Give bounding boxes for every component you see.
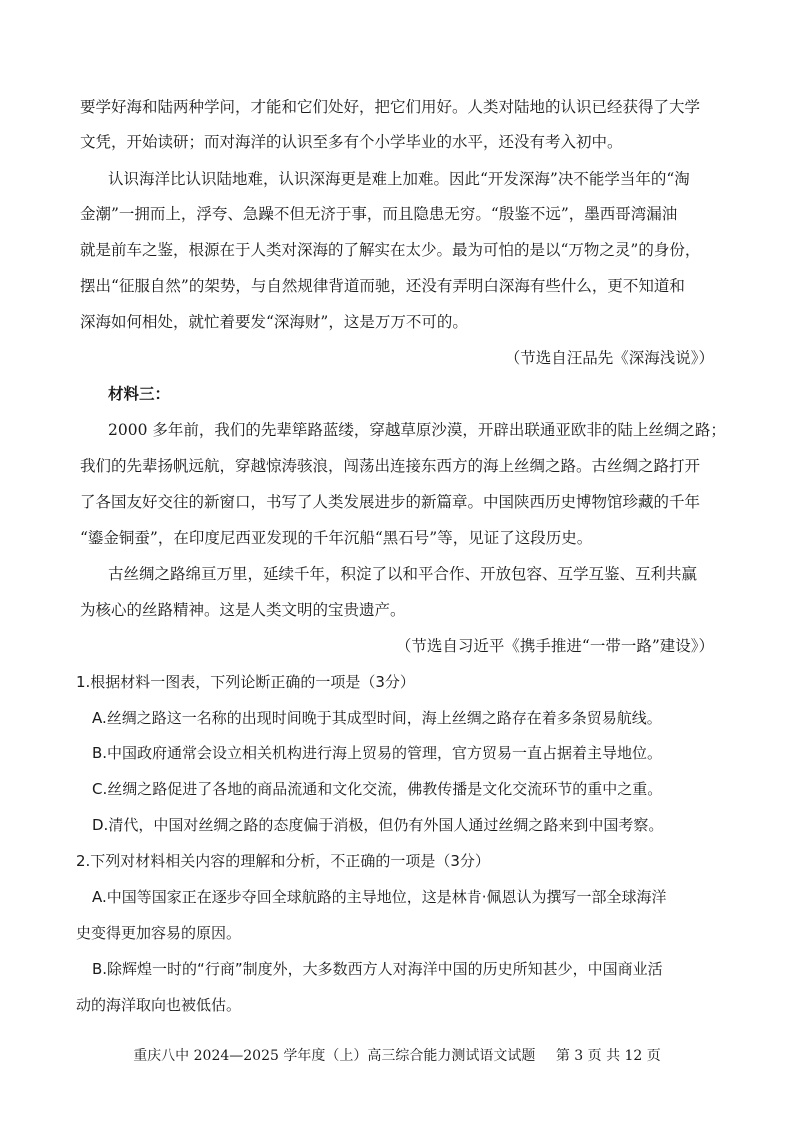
passage2-line-6: 摆出“征服自然”的架势，与自然规律背道而驰，还没有弄明白深海有些什么，更不知道和 <box>80 277 685 295</box>
passage2-line-4: 金潮”一拥而上，浮夸、急躁不但无济于事，而且隐患无穷。“殷鉴不远”，墨西哥湾漏油 <box>80 205 678 223</box>
question1-option-b: B.中国政府通常会设立相关机构进行海上贸易的管理，官方贸易一直占据着主导地位。 <box>92 744 663 762</box>
passage3-line-4: “鎏金铜蚕”，在印度尼西亚发现的千年沉船“黑石号”等，见证了这段历史。 <box>80 529 593 547</box>
passage3-heading: 材料三： <box>108 384 171 403</box>
question1-stem: 1.根据材料一图表，下列论断正确的一项是（3分） <box>76 673 415 691</box>
question2-option-b-line-2: 动的海洋取向也被低估。 <box>76 996 242 1014</box>
question2-stem: 2.下列对材料相关内容的理解和分析，不正确的一项是（3分） <box>76 852 490 870</box>
footer-page-number: 第 3 页 共 12 页 <box>555 1048 661 1064</box>
passage2-line-5: 就是前车之鉴，根源在于人类对深海的了解实在太少。最为可怕的是以“万物之灵”的身份， <box>80 241 701 259</box>
question1-option-c: C.丝绸之路促进了各地的商品流通和文化交流，佛教传播是文化交流环节的重中之重。 <box>92 780 663 798</box>
question2-option-a-line-2: 史变得更加容易的原因。 <box>76 924 242 942</box>
passage3-line-5: 古丝绸之路绵亘万里，延续千年，积淀了以和平合作、开放包容、互学互鉴、互利共赢 <box>108 565 698 583</box>
passage3-line-6: 为核心的丝路精神。这是人类文明的宝贵遗产。 <box>80 601 406 619</box>
passage2-line-7: 深海如何相处，就忙着要发“深海财”，这是万万不可的。 <box>80 313 468 331</box>
question2-option-b-line-1: B.除辉煌一时的“行商”制度外，大多数西方人对海洋中国的历史所知甚少，中国商业活 <box>92 960 663 978</box>
passage2-source: （节选自汪品先《深海浅说》） <box>504 349 714 367</box>
passage3-line-3: 了各国友好交往的新窗口，书写了人类发展进步的新篇章。中国陕西历史博物馆珍藏的千年 <box>80 493 701 511</box>
question1-option-a: A.丝绸之路这一名称的出现时间晚于其成型时间，海上丝绸之路存在着多条贸易航线。 <box>92 709 662 727</box>
passage2-line-3: 认识海洋比认识陆地难，认识深海更是难上加难。因此“开发深海”决不能学当年的“淘 <box>108 170 690 188</box>
passage2-line-1: 要学好海和陆两种学问，才能和它们处好，把它们用好。人类对陆地的认识已经获得了大学 <box>80 98 701 116</box>
page-footer <box>0 1045 794 1065</box>
passage2-line-2: 文凭，开始读研；而对海洋的认识至多有个小学毕业的水平，还没有考入初中。 <box>80 133 623 151</box>
passage3-source: （节选自习近平《携手推进“一带一路”建设》） <box>395 637 714 655</box>
passage3-line-1: 2000 多年前，我们的先辈筚路蓝缕，穿越草原沙漠，开辟出联通亚欧非的陆上丝绸之路； <box>108 421 726 439</box>
question2-option-a-line-1: A.中国等国家正在逐步夺回全球航路的主导地位，这是林肯·佩恩认为撰写一部全球海洋 <box>92 888 667 906</box>
passage3-line-2: 我们的先辈扬帆远航，穿越惊涛骇浪，闯荡出连接东西方的海上丝绸之路。古丝绸之路打开 <box>80 457 701 475</box>
footer-exam-title: 重庆八中 2024—2025 学年度（上）高三综合能力测试语文试题 <box>133 1048 536 1064</box>
question1-option-d: D.清代，中国对丝绸之路的态度偏于消极，但仍有外国人通过丝绸之路来到中国考察。 <box>92 816 664 834</box>
